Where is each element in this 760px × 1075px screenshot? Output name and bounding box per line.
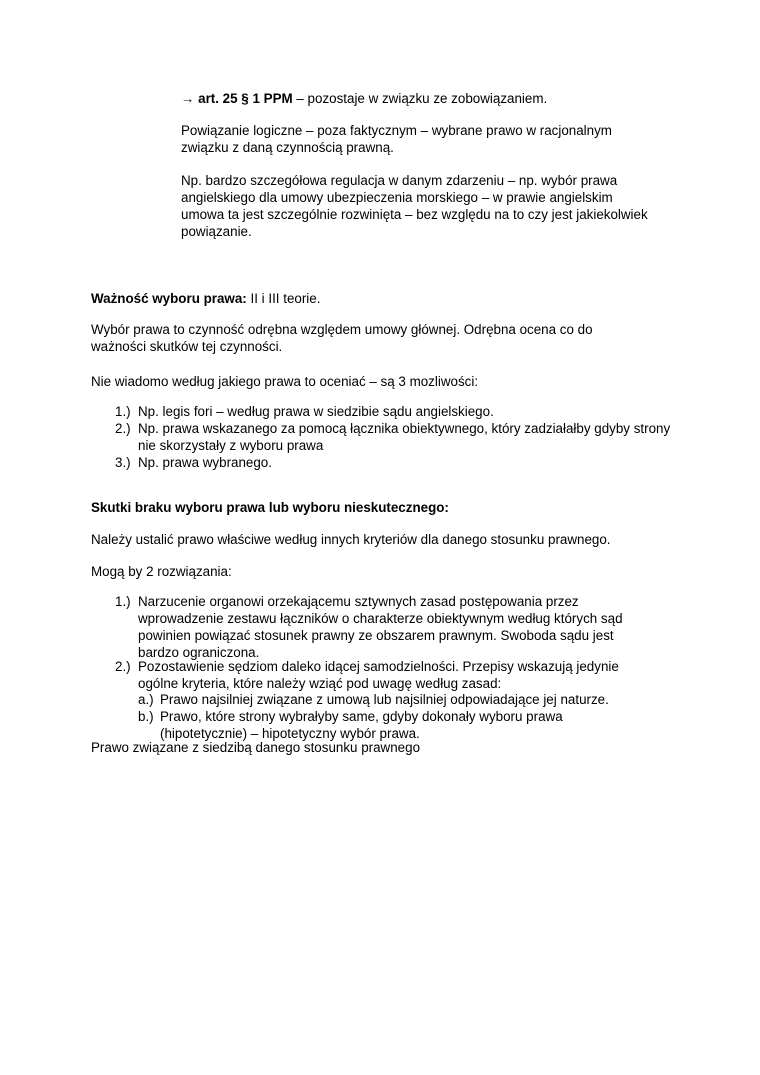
list-number: 3.) — [115, 455, 131, 470]
arrow-icon: → — [181, 91, 195, 106]
closing-line: Prawo związane z siedzibą danego stosunku prawnego — [91, 740, 421, 755]
sublist-letter: a.) — [138, 692, 154, 707]
article-description: – pozostaje w związku ze zobowiązaniem. — [292, 91, 548, 106]
validity-heading-rest: II i III teorie. — [246, 291, 321, 306]
list-text: Np. legis fori – według prawa w siedzibie sądu angielskiego. — [138, 404, 494, 419]
sublist-text: Prawo najsilniej związane z umową lub najsilniej odpowiadające jej naturze. — [160, 692, 609, 707]
list-number: 1.) — [115, 404, 131, 419]
sublist-letter: b.) — [138, 709, 154, 724]
determine-law-paragraph: Należy ustalić prawo właściwe według innych kryteriów dla danego stosunku prawnego. — [91, 532, 611, 547]
separate-act-paragraph: Wybór prawa to czynność odrębna względem umowy głównej. Odrębna ocena co do ważności skutków tej czynności. — [91, 322, 593, 354]
validity-heading — [91, 290, 691, 307]
validity-heading-bold: Ważność wyboru prawa: — [91, 291, 247, 306]
sublist-text: Prawo, które strony wybrałyby same, gdyby dokonały wyboru prawa (hipotetycznie) – hipotetyczny wybór prawa. — [160, 709, 563, 741]
two-solutions-paragraph: Mogą by 2 rozwiązania: — [91, 564, 232, 579]
art-reference-line — [181, 90, 651, 107]
list-number: 2.) — [115, 421, 131, 436]
list-number: 1.) — [115, 594, 131, 609]
example-paragraph: Np. bardzo szczegółowa regulacja w danym zdarzeniu – np. wybór prawa angielskiego dla umowy ubezpieczenia morskiego – w prawie angielskim umowa ta jest szczególnie rozwinięta – bez względu na to czy jest jakiekolwiek powiązanie. — [181, 173, 648, 239]
list-text: Narzucenie organowi orzekającemu sztywnych zasad postępowania przez wprowadzenie zestawu łączników o charakterze obiektywnym według których sąd powinien powiązać stosunek prawny ze obszarem prawnym. Swoboda sądu jest bardzo ograniczona. — [138, 594, 623, 660]
article-label: art. 25 § 1 PPM — [198, 91, 293, 106]
list-text: Np. prawa wskazanego za pomocą łącznika obiektywnego, który zadziałałby gdyby strony nie skorzystały z wyboru prawa — [138, 421, 671, 453]
list-text: Pozostawienie sędziom daleko idącej samodzielności. Przepisy wskazują jedynie ogólne kryteria, które należy wziąć pod uwagę według zasad: — [138, 659, 619, 691]
list-number: 2.) — [115, 659, 131, 674]
logical-link-paragraph: Powiązanie logiczne – poza faktycznym – wybrane prawo w racjonalnym związku z daną czynnością prawną. — [181, 123, 612, 155]
consequences-heading: Skutki braku wyboru prawa lub wyboru nieskutecznego: — [91, 500, 449, 515]
unknown-law-paragraph: Nie wiadomo według jakiego prawa to oceniać – są 3 mozliwości: — [91, 374, 479, 389]
list-text: Np. prawa wybranego. — [138, 455, 272, 470]
